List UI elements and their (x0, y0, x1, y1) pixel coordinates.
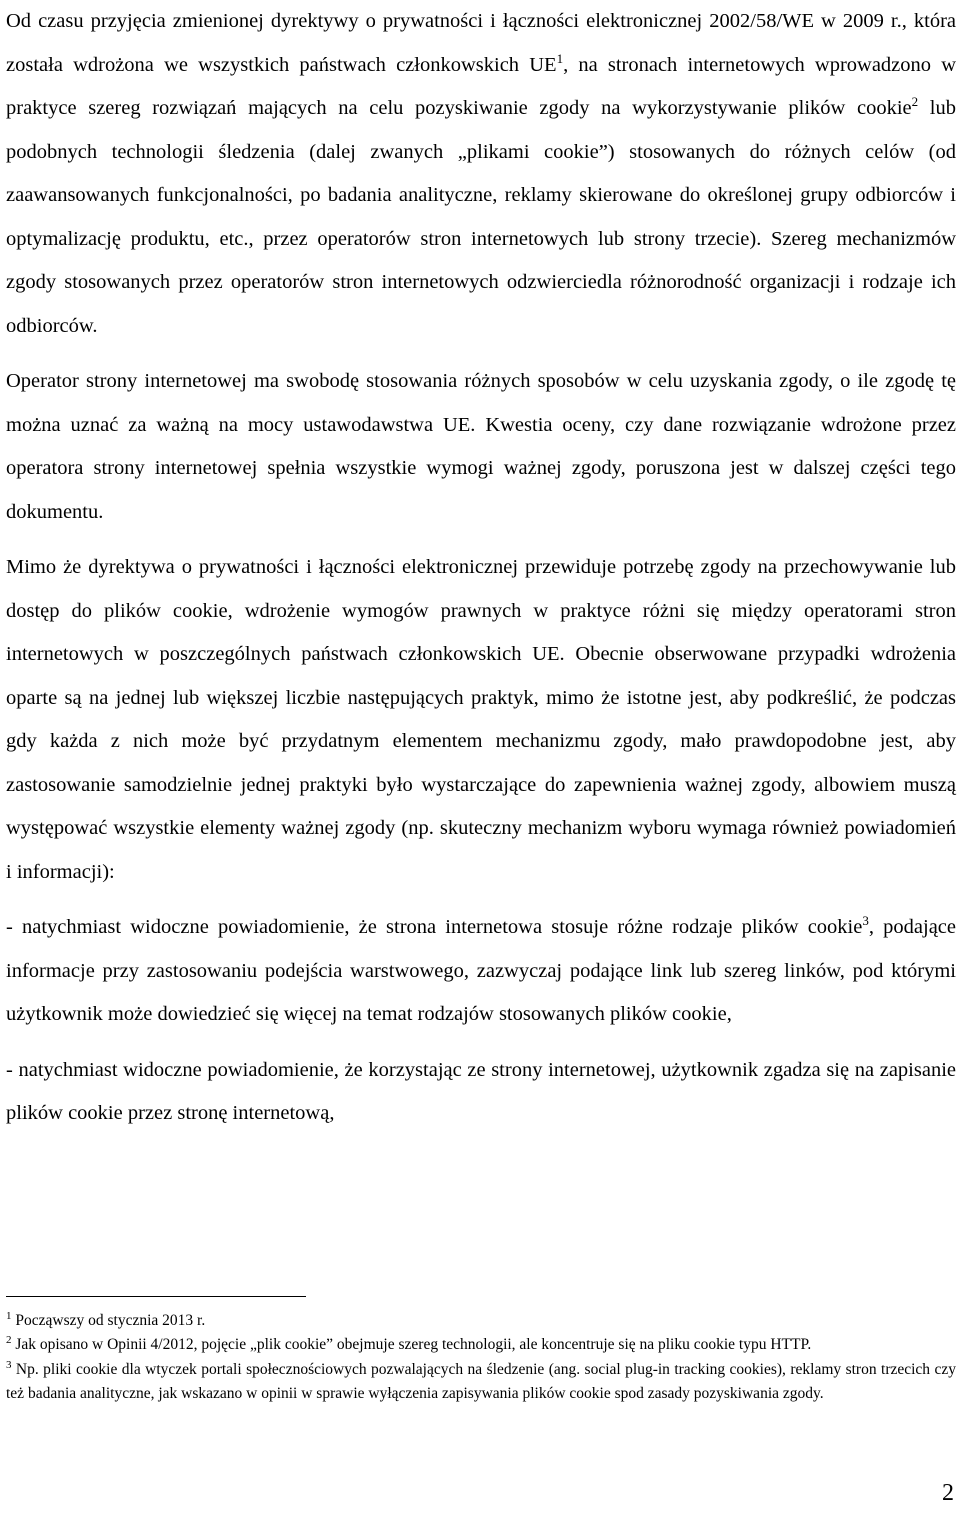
footnote-text-2: Jak opisano w Opinii 4/2012, pojęcie „plik cookie” obejmuje szereg technologii, ale koncentruje się na pliku cookie typu HTTP. (11, 1336, 812, 1354)
footnote-ref-3[interactable]: 3 (862, 913, 869, 929)
list-item-text-b: , podające informacje przy zastosowaniu podejścia warstwowego, zazwyczaj podające link lub szereg linków, pod którymi użytkownik może dowiedzieć się więcej na temat rodzajów stosowanych plików cookie, (6, 916, 956, 1025)
footnote-separator (6, 1296, 306, 1297)
footnote-2 (6, 1333, 956, 1357)
list-item-notice-consent: - natychmiast widoczne powiadomienie, że korzystając ze strony internetowej, użytkownik zgadza się na zapisanie plików cookie przez stronę internetową, (6, 1058, 956, 1124)
paragraph-intro-text-b: , na stronach internetowych wprowadzono w praktyce szereg rozwiązań mających na celu pozyskiwanie zgody na wykorzystywanie plików cookie (6, 53, 957, 119)
footnotes (6, 1309, 956, 1406)
footnote-ref-2[interactable]: 2 (911, 94, 919, 110)
footnote-ref-1[interactable]: 1 (556, 50, 564, 66)
footnote-3 (6, 1358, 956, 1407)
footnote-mark-2: 2 (6, 1334, 12, 1347)
footnote-mark-1: 1 (6, 1309, 12, 1322)
paragraph-operator: Operator strony internetowej ma swobodę stosowania różnych sposobów w celu uzyskania zgody, o ile zgodę tę można uznać za ważną na mocy ustawodawstwa UE. Kwestia oceny, czy dane rozwiązanie wdrożone przez operatora strony internetowej spełnia wszystkie wymogi ważnej zgody, poruszona jest w dalszej części tego dokumentu. (6, 370, 956, 523)
list-item-notice-cookie-types (6, 906, 956, 1037)
paragraph-practices: Mimo że dyrektywa o prywatności i łączności elektronicznej przewiduje potrzebę zgody na przechowywanie lub dostęp do plików cookie, wdrożenie wymogów prawnych w praktyce różni się między operatorami stron internetowych w poszczególnych państwach członkowskich UE. Obecnie obserwowane przypadki wdrożenia oparte są na jednej lub większej liczbie następujących praktyk, mimo że istotne jest, aby podkreślić, że podczas gdy każda z nich może być przydatnym elementem mechanizmu zgody, mało prawdopodobne jest, aby zastosowanie samodzielnie jednej praktyki było wystarczające do zapewnienia ważnej zgody, albowiem muszą występować wszystkie elementy ważnej zgody (np. skuteczny mechanizm wyboru wymaga również powiadomień i informacji): (6, 556, 956, 883)
paragraph-intro-text-a: Od czasu przyjęcia zmienionej dyrektywy o prywatności i łączności elektronicznej 2002/58/WE w 2009 r., która została wdrożona we wszystkich państwach członkowskich UE (6, 10, 956, 76)
footnote-1 (6, 1309, 956, 1333)
document-body (6, 0, 956, 1136)
paragraph-intro-text-c: lub podobnych technologii śledzenia (dalej zwanych „plikami cookie”) stosowanych do różnych celów (od zaawansowanych funkcjonalności, po badania analityczne, reklamy skierowane do określonej grupy odbiorców i optymalizację produktu, etc., przez operatorów stron internetowych lub strony trzecie). Szereg mechanizmów zgody stosowanych przez operatorów stron internetowych odzwierciedla różnorodność organizacji i rodzaje ich odbiorców. (6, 97, 956, 337)
page-number: 2 (942, 1480, 954, 1506)
list-item-text-a: - natychmiast widoczne powiadomienie, że strona internetowa stosuje różne rodzaje plików cookie (6, 916, 863, 938)
footnote-text-3: Np. pliki cookie dla wtyczek portali społecznościowych pozwalających na śledzenie (ang. social plug-in tracking cookies), reklamy stron trzecich czy też badania analityczne, jak wskazano w opinii w sprawie wyłączenia zapisywania plików cookie spod zasady pozyskiwania zgody. (6, 1360, 956, 1402)
footnote-text-1: Począwszy od stycznia 2013 r. (11, 1312, 206, 1329)
paragraph-intro (6, 0, 956, 348)
footnote-mark-3: 3 (6, 1358, 12, 1371)
